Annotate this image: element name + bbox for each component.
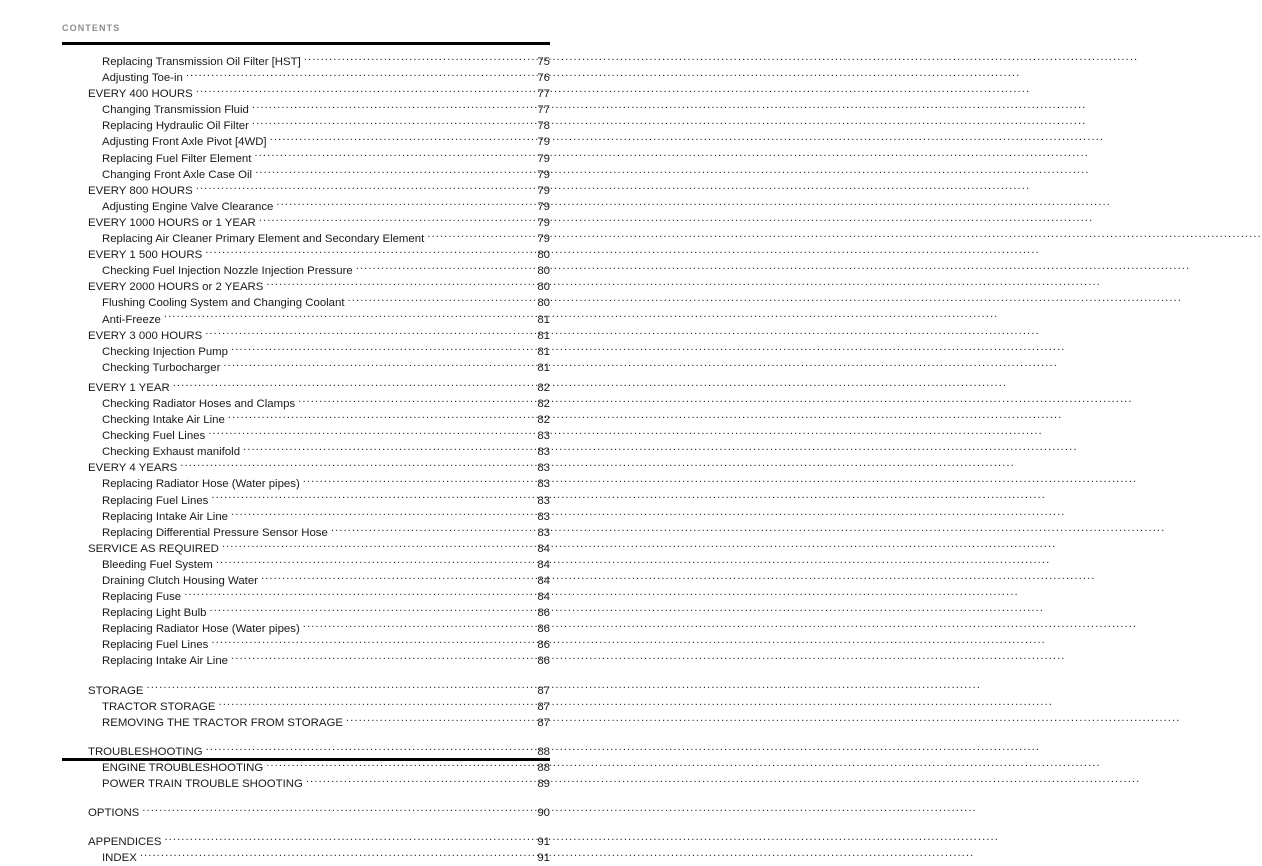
toc-entry-page-number: 88 <box>537 761 550 774</box>
toc-entry-title: SERVICE AS REQUIRED <box>88 542 219 555</box>
dot-leader <box>140 850 524 861</box>
toc-entry-title: Checking Injection Pump <box>102 345 228 358</box>
toc-entry-page-number: 82 <box>537 381 550 394</box>
dot-leader <box>211 637 524 648</box>
toc-entry-title: Checking Fuel Injection Nozzle Injection Pressure <box>102 265 353 278</box>
toc-entry-page-number: 81 <box>537 345 550 358</box>
dot-leader <box>196 183 524 194</box>
toc-entry-page-number: 79 <box>537 136 550 149</box>
toc-entry-page-number: 86 <box>537 607 550 620</box>
toc-entry-page-number: 83 <box>537 478 550 491</box>
dot-leader <box>206 744 524 755</box>
toc-entry-page-number: 87 <box>537 684 550 697</box>
toc-entry-title: Changing Transmission Fluid <box>102 104 249 117</box>
dot-leader <box>196 86 524 97</box>
toc-entry-page-number: 76 <box>537 72 550 85</box>
table-of-contents <box>62 54 550 866</box>
toc-entry-page-number: 79 <box>537 216 550 229</box>
toc-entry-page-number: 87 <box>537 716 550 729</box>
toc-entry-title: EVERY 1000 HOURS or 1 YEAR <box>88 216 256 229</box>
toc-entry-page-number: 81 <box>537 361 550 374</box>
toc-entry-title: POWER TRAIN TROUBLE SHOOTING <box>102 778 303 791</box>
toc-entry-page-number: 91 <box>537 852 550 865</box>
toc-entry-title: TRACTOR STORAGE <box>102 700 216 713</box>
toc-entry-title: EVERY 4 YEARS <box>88 462 178 475</box>
toc-entry-title: OPTIONS <box>88 807 140 820</box>
dot-leader <box>298 396 524 407</box>
dot-leader <box>331 525 524 536</box>
toc-entry-title: Replacing Fuel Lines <box>102 639 209 652</box>
dot-leader <box>266 760 524 771</box>
toc-entry-title: Checking Radiator Hoses and Clamps <box>102 397 296 410</box>
dot-leader <box>210 605 525 616</box>
toc-entry-title: APPENDICES <box>88 836 162 849</box>
toc-entry-title: Replacing Intake Air Line <box>102 655 229 668</box>
toc-entry-title: Checking Fuel Lines <box>102 430 206 443</box>
toc-entry-page-number: 84 <box>537 542 550 555</box>
toc-entry-title: REMOVING THE TRACTOR FROM STORAGE <box>102 716 343 729</box>
dot-leader <box>306 776 524 787</box>
toc-entry-title: Adjusting Front Axle Pivot [4WD] <box>102 136 267 149</box>
toc-entry-title: Replacing Intake Air Line <box>102 510 229 523</box>
dot-leader <box>243 444 524 455</box>
dot-leader <box>231 344 524 355</box>
toc-entry-title: Replacing Light Bulb <box>102 607 207 620</box>
dot-leader <box>173 380 524 391</box>
dot-leader <box>304 54 524 65</box>
dot-leader <box>303 621 524 632</box>
dot-leader <box>276 199 524 210</box>
toc-entry-page-number: 81 <box>537 313 550 326</box>
toc-entry[interactable] <box>62 850 550 866</box>
toc-entry-page-number: 79 <box>537 233 550 246</box>
toc-entry-page-number: 80 <box>537 281 550 294</box>
dot-leader <box>222 541 524 552</box>
toc-entry-page-number: 83 <box>537 446 550 459</box>
page-header <box>62 22 550 38</box>
dot-leader <box>270 134 524 145</box>
toc-entry-title: ENGINE TROUBLESHOOTING <box>102 761 264 774</box>
toc-entry-title: EVERY 1 YEAR <box>88 381 170 394</box>
toc-entry-title: Anti-Freeze <box>102 313 161 326</box>
toc-entry-title: Replacing Air Cleaner Primary Element and Secondary Element <box>102 233 425 246</box>
toc-entry-page-number: 82 <box>537 397 550 410</box>
dot-leader <box>252 118 524 129</box>
dot-leader <box>346 715 524 726</box>
toc-entry-page-number: 86 <box>537 623 550 636</box>
toc-entry-title: Flushing Cooling System and Changing Coolant <box>102 297 345 310</box>
dot-leader <box>255 167 524 178</box>
toc-entry-page-number: 83 <box>537 510 550 523</box>
toc-entry-title: EVERY 3 000 HOURS <box>88 329 203 342</box>
toc-entry-page-number: 75 <box>537 56 550 68</box>
toc-entry[interactable] <box>62 360 550 376</box>
dot-leader <box>252 102 524 113</box>
toc-entry-title: Checking Turbocharger <box>102 361 221 374</box>
toc-entry-page-number: 84 <box>537 591 550 604</box>
toc-entry-title: EVERY 1 500 HOURS <box>88 249 203 262</box>
dot-leader <box>303 476 524 487</box>
dot-leader <box>348 295 524 306</box>
toc-entry-page-number: 79 <box>537 200 550 213</box>
toc-entry-page-number: 79 <box>537 184 550 197</box>
dot-leader <box>356 263 524 274</box>
toc-entry[interactable] <box>62 653 550 669</box>
toc-entry[interactable] <box>62 715 550 731</box>
toc-entry-page-number: 88 <box>537 745 550 758</box>
dot-leader <box>184 589 524 600</box>
toc-entry-page-number: 87 <box>537 700 550 713</box>
toc-entry-page-number: 84 <box>537 558 550 571</box>
header-divider-rule <box>62 42 550 45</box>
toc-entry-page-number: 84 <box>537 575 550 587</box>
toc-entry-title: Replacing Fuse <box>102 591 182 604</box>
dot-leader <box>223 360 524 371</box>
dot-leader <box>208 428 524 439</box>
toc-entry-page-number: 83 <box>537 430 550 443</box>
toc-entry-page-number: 86 <box>537 639 550 652</box>
toc-entry-page-number: 82 <box>537 414 550 427</box>
dot-leader <box>231 653 524 664</box>
toc-entry-title: Replacing Hydraulic Oil Filter <box>102 120 249 133</box>
dot-leader <box>231 509 524 520</box>
toc-entry-page-number: 83 <box>537 462 550 475</box>
toc-entry-page-number: 80 <box>537 265 550 278</box>
dot-leader <box>205 247 524 258</box>
toc-entry-title: INDEX <box>102 852 137 865</box>
dot-leader <box>427 231 524 242</box>
contents-page <box>0 0 612 865</box>
toc-entry-page-number: 81 <box>537 329 550 342</box>
dot-leader <box>254 151 524 162</box>
toc-entry-page-number: 77 <box>537 88 550 101</box>
dot-leader <box>266 279 524 290</box>
toc-entry-title: EVERY 2000 HOURS or 2 YEARS <box>88 281 264 294</box>
toc-entry-title: Changing Front Axle Case Oil <box>102 168 253 181</box>
toc-entry-title: Replacing Transmission Oil Filter [HST] <box>102 56 301 68</box>
toc-entry-page-number: 78 <box>537 120 550 133</box>
toc-entry-page-number: 90 <box>537 807 550 820</box>
toc-entry[interactable] <box>62 805 550 821</box>
dot-leader <box>164 312 524 323</box>
dot-leader <box>164 834 524 845</box>
dot-leader <box>261 573 524 584</box>
toc-entry-title: Adjusting Engine Valve Clearance <box>102 200 274 213</box>
dot-leader <box>211 493 524 504</box>
toc-entry-title: Replacing Radiator Hose (Water pipes) <box>102 478 300 491</box>
toc-entry-title: STORAGE <box>88 684 144 697</box>
dot-leader <box>147 683 525 694</box>
toc-entry[interactable] <box>62 776 550 792</box>
dot-leader <box>205 328 524 339</box>
toc-entry-title: Bleeding Fuel System <box>102 558 213 571</box>
dot-leader <box>219 699 525 710</box>
toc-entry-page-number: 91 <box>537 836 550 849</box>
dot-leader <box>186 70 524 81</box>
dot-leader <box>228 412 524 423</box>
toc-entry-title: Replacing Fuel Filter Element <box>102 152 252 165</box>
toc-entry-page-number: 83 <box>537 494 550 507</box>
toc-entry-page-number: 89 <box>537 778 550 791</box>
toc-entry-title: Replacing Differential Pressure Sensor Hose <box>102 526 328 539</box>
toc-entry-page-number: 79 <box>537 168 550 181</box>
toc-entry-title: EVERY 400 HOURS <box>88 88 193 101</box>
header-label: CONTENTS <box>62 23 121 33</box>
toc-entry-title: Draining Clutch Housing Water <box>102 575 258 587</box>
toc-entry-title: Adjusting Toe-in <box>102 72 183 85</box>
toc-entry-page-number: 79 <box>537 152 550 165</box>
dot-leader <box>180 460 524 471</box>
toc-entry-title: Replacing Radiator Hose (Water pipes) <box>102 623 300 636</box>
toc-entry-title: Checking Intake Air Line <box>102 414 225 427</box>
toc-entry-page-number: 77 <box>537 104 550 117</box>
toc-entry-title: Replacing Fuel Lines <box>102 494 209 507</box>
toc-entry-page-number: 80 <box>537 297 550 310</box>
toc-entry-page-number: 83 <box>537 526 550 539</box>
dot-leader <box>259 215 524 226</box>
toc-entry-title: Checking Exhaust manifold <box>102 446 241 459</box>
toc-entry-title: EVERY 800 HOURS <box>88 184 193 197</box>
dot-leader <box>216 557 524 568</box>
footer-divider-rule <box>62 758 550 761</box>
toc-entry-page-number: 80 <box>537 249 550 262</box>
toc-entry-title: TROUBLESHOOTING <box>88 745 203 758</box>
toc-entry-page-number: 86 <box>537 655 550 668</box>
dot-leader <box>142 805 524 816</box>
